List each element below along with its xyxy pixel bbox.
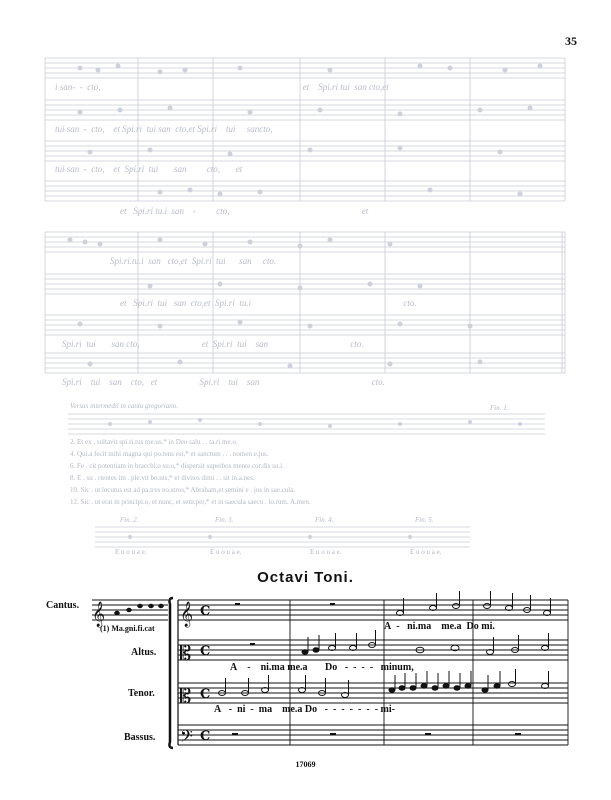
faded-lyric-line-3: tui san - cto, et Spi.ri tui san cto, et [55, 164, 243, 174]
intonation-notes [114, 604, 164, 615]
voice-label-tenor: Tenor. [128, 688, 155, 699]
section-title: Octavi Toni. [257, 569, 354, 586]
voice-label-cantus: Cantus. [46, 600, 80, 611]
time-sig-bassus: C [200, 729, 211, 744]
faded-lyric-line-4: et Spi.ri tu.i san - cto, et [120, 206, 369, 216]
versus-line-2: 4. Qui.a fecit mihi magna qui po.tens est,* et sanctum . . . nomen e.jus. [70, 450, 269, 458]
time-sig-cantus: C [200, 604, 211, 619]
faded-lyric-line-8: Spi.ri tui san cto, et Spi.ri tui san cto. [62, 377, 385, 387]
treble-clef-intonation: 𝄞 [92, 602, 106, 627]
versus-line-4: 8. E . su . rientes im . ple.vit bo.nis,* et divites dimi . . sit in.a.nes. [70, 474, 255, 482]
versus-line-6: 12. Sic . ut erat in principi.o, et nunc, et sem.per,* et in saecula saecu . lo.rum. A.men. [70, 498, 311, 506]
euouae-4: E u o u a e. [410, 548, 442, 556]
rest [250, 643, 255, 646]
page-number: 35 [565, 34, 577, 48]
altus-notes [302, 630, 549, 655]
rest [235, 603, 240, 606]
alto-clef-altus: 𝄡 [180, 641, 192, 665]
fin-2: Fin. 2. [120, 516, 139, 524]
faded-lyric-line-5: Spi.ri.tu.i san cto,et Spi.ri tui san cto. [110, 256, 277, 266]
versus-heading: Versus intermedii in cantu gregoriano. [70, 402, 179, 410]
bass-clef-bassus: 𝄢 [180, 726, 193, 750]
euouae-1: E u o u a e. [115, 548, 147, 556]
cantus-notes [397, 591, 551, 616]
fin-4: Fin. 4. [315, 516, 334, 524]
euouae-2: E u o u a e. [210, 548, 242, 556]
versus-line-5: 10. Sic . ut locutus est ad pa.tres no.stros,* Abraham,et semini e . jus in sae.cula. [70, 486, 296, 494]
treble-clef-cantus: 𝄞 [180, 602, 194, 627]
fin-5: Fin. 5. [415, 516, 434, 524]
altus-lyrics: A - ni.ma me.a Do - - - - minum, [230, 662, 414, 673]
fin-3: Fin. 3. [215, 516, 234, 524]
intonation-lyric: (1) Ma.gni.fi.cat [100, 624, 155, 633]
time-sig-altus: C [200, 644, 211, 659]
euouae-3: E u o u a e. [310, 548, 342, 556]
versus-fin-label: Fin. 1. [490, 404, 509, 412]
faded-lyric-line-7: Spi.ri tui san cto, et Spi.ri tui san cto. [62, 339, 364, 349]
versus-line-1: 2. Et ex . sultavit spi.ri.tus me.us.* in Deo salu . . ta.ri me.o. [70, 438, 238, 446]
voice-label-bassus: Bassus. [124, 732, 156, 743]
faded-lyric-line-1: i san- - cto, et Spi.ri tui san cto,et [55, 82, 389, 92]
faded-lyric-line-2: tui san - cto, et Spi.ri tui san cto,et Spi.ri tui sancto, [55, 124, 273, 134]
tenor-lyrics: A - ni - ma me.a Do - - - - - - - mi- [214, 704, 395, 715]
tenor-clef-tenor: 𝄡 [180, 684, 192, 708]
time-sig-tenor: C [200, 687, 211, 702]
plate-number: 17069 [295, 760, 316, 769]
system-bracket [169, 598, 173, 748]
faded-lyric-line-6: et Spi.ri tui san cto,et Spi.ri tu.i cto. [120, 298, 417, 308]
voice-label-altus: Altus. [131, 647, 157, 658]
rest [330, 603, 335, 606]
cantus-lyrics: A - ni.ma me.a Do mi. [384, 621, 495, 632]
versus-line-3: 6. Fe . cit potentiam in bracchi.o su.o,* dispersit superbos mente cor.dis su.i. [70, 462, 284, 470]
